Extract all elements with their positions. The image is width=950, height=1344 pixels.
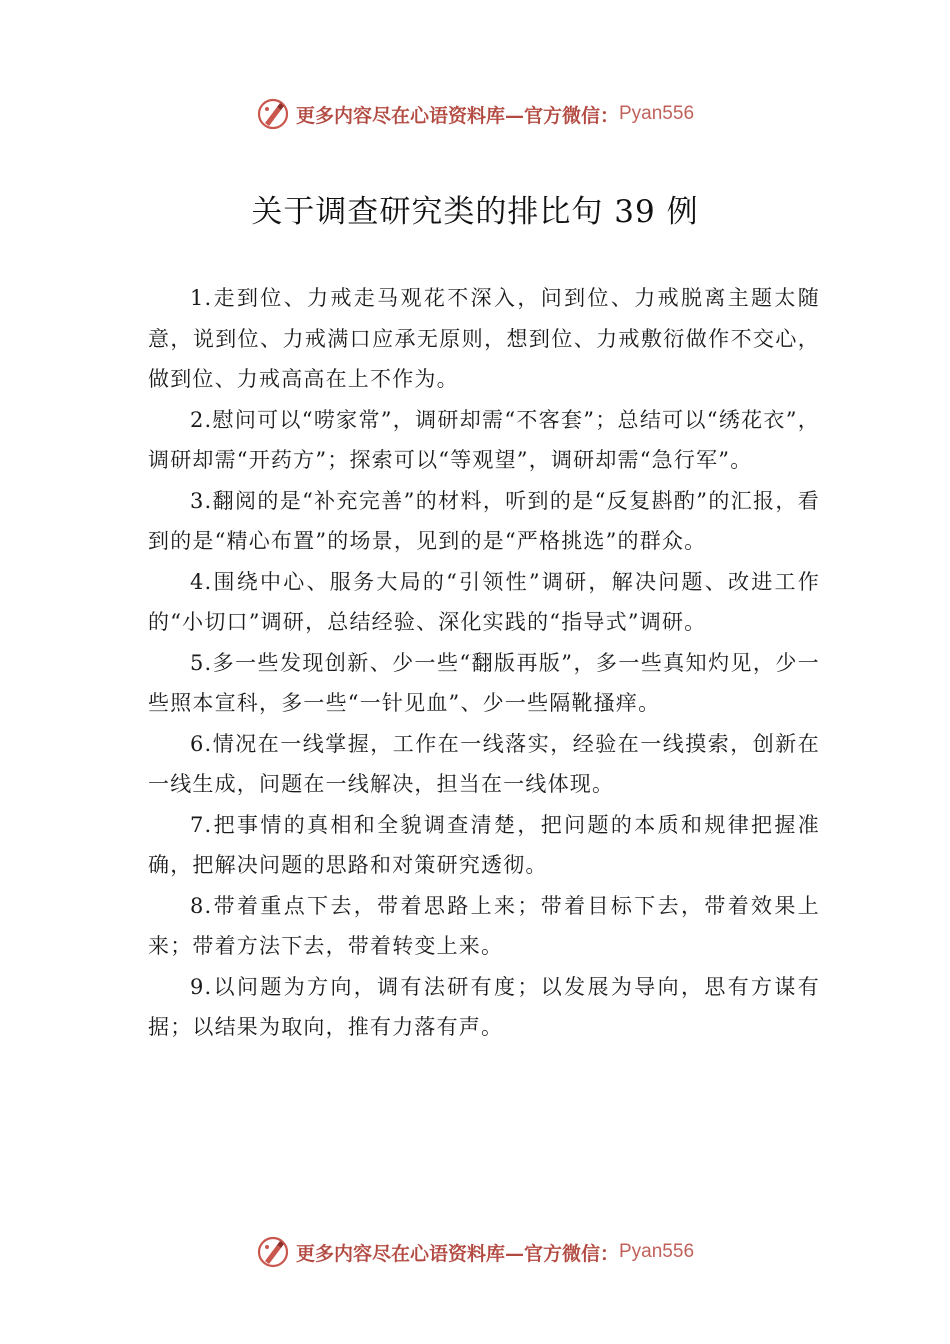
pen-logo-icon [256, 97, 290, 131]
watermark-text: 更多内容尽在心语资料库—官方微信： [295, 104, 619, 127]
watermark-text: 更多内容尽在心语资料库—官方微信： [295, 1242, 619, 1265]
paragraph-1: 1.走到位、力戒走马观花不深入，问到位、力戒脱离主题太随意，说到位、力戒满口应承无原则，想到位、力戒敷衍做作不交心，做到位、力戒高高在上不作为。 [148, 286, 820, 391]
paragraph-3: 3.翻阅的是“补充完善”的材料，听到的是“反复斟酌”的汇报，看到的是“精心布置”的场景，见到的是“严格挑选”的群众。 [148, 488, 820, 553]
document-body [148, 278, 820, 1048]
watermark-banner-top [0, 94, 950, 134]
pen-logo-icon [256, 1235, 290, 1269]
watermark-banner-bottom [0, 1232, 950, 1272]
paragraph-5: 5.多一些发现创新、少一些“翻版再版”，多一些真知灼见，少一些照本宣科，多一些“一针见血”、少一些隔靴搔痒。 [148, 650, 820, 715]
watermark-wechat-id: Pyan556 [619, 1241, 695, 1262]
document-title: 关于调查研究类的排比句 39 例 [251, 194, 699, 230]
paragraph-8: 8.带着重点下去，带着思路上来；带着目标下去，带着效果上来；带着方法下去，带着转变上来。 [148, 893, 820, 958]
watermark-wechat-id: Pyan556 [619, 103, 695, 124]
paragraph-7: 7.把事情的真相和全貌调查清楚，把问题的本质和规律把握准确，把解决问题的思路和对策研究透彻。 [148, 812, 820, 877]
paragraph-4: 4.围绕中心、服务大局的“引领性”调研，解决问题、改进工作的“小切口”调研，总结经验、深化实践的“指导式”调研。 [148, 569, 820, 634]
paragraph-2: 2.慰问可以“唠家常”，调研却需“不客套”；总结可以“绣花衣”，调研却需“开药方”；探索可以“等观望”，调研却需“急行军”。 [148, 407, 820, 472]
paragraph-9: 9.以问题为方向，调有法研有度；以发展为导向，思有方谋有据；以结果为取向，推有力落有声。 [148, 974, 820, 1039]
paragraph-6: 6.情况在一线掌握，工作在一线落实，经验在一线摸索，创新在一线生成，问题在一线解决，担当在一线体现。 [148, 731, 820, 796]
